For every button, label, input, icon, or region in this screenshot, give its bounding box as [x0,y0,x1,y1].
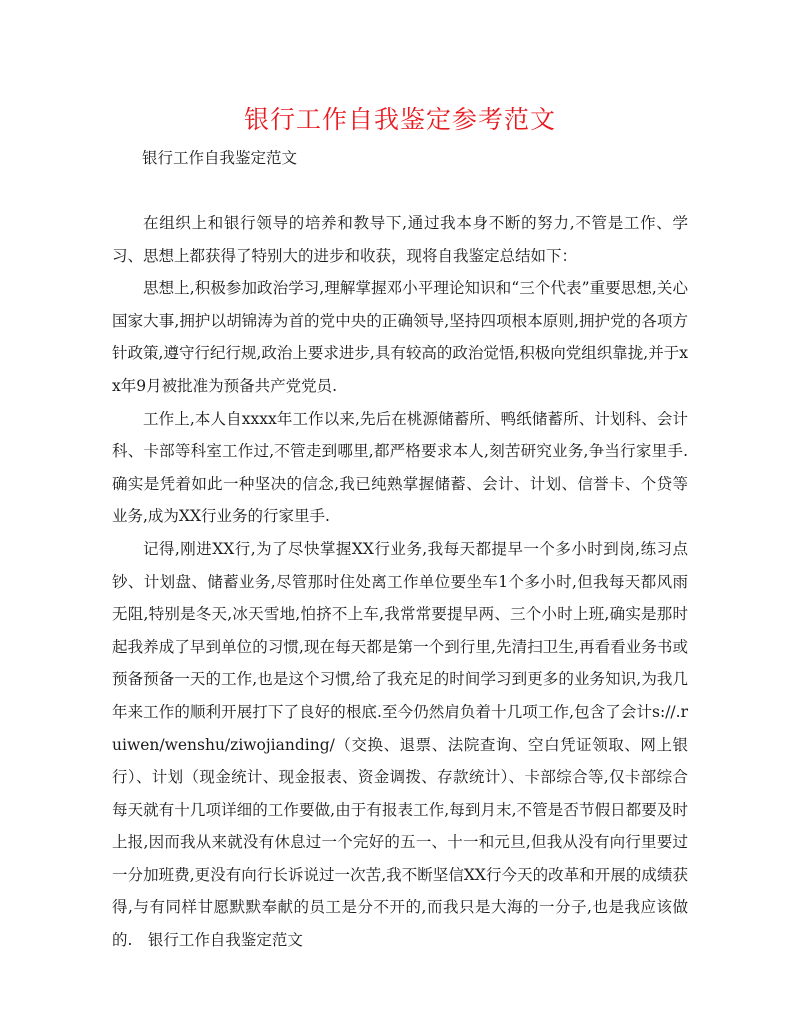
body-paragraph: 工作上,本人自xxxx年工作以来,先后在桃源储蓄所、鸭纸储蓄所、计划科、会计科、卡部等科室工作过,不管走到哪里,都严格要求本人,刻苦研究业务,争当行家里手.确实是凭着如此一种坚决的信念,我已纯熟掌握储蓄、会计、计划、信誉卡、个贷等业务,成为XX行业务的行家里手. [112,409,688,526]
body-paragraph: 在组织上和银行领导的培养和教导下,通过我本身不断的努力,不管是工作、学习、思想上都获得了特别大的进步和收获，现将自我鉴定总结如下： [112,214,688,265]
document-title: 银行工作自我鉴定参考范文 [243,105,556,134]
body-paragraph: 记得,刚进XX行,为了尽快掌握XX行业务,我每天都提早一个多小时到岗,练习点钞、计划盘、储蓄业务,尽管那时住处离工作单位要坐车1个多小时,但我每天都风雨无阻,特别是冬天,冰天雪地,怕挤不上车,我常常要提早两、三个小时上班,确实是那时起我养成了早到单位的习惯,现在每天都是第一个到行里,先清扫卫生,再看看业务书或预备预备一天的工作,也是这个习惯,给了我充足的时间学习到更多的业务知识,为我几年来工作的顺利开展打下了良好的根底.至今仍然肩负着十几项工作,包含了会计s://.ruiwen/wenshu/ziwojianding/（交换、退票、法院查询、空白凭证领取、网上银行）、计划（现金统计、现金报表、资金调拨、存款统计）、卡部综合等,仅卡部综合每天就有十几项详细的工作要做,由于有报表工作,每到月末,不管是否节假日都要及时上报,因而我从来就没有休息过一个完好的五一、十一和元旦,但我从没有向行里要过一分加班费,更没有向行长诉说过一次苦,我不断坚信XX行今天的改革和开展的成绩获得,与有同样甘愿默默奉献的员工是分不开的,而我只是大海的一分子,也是我应该做的. 银行工作自我鉴定范文 [112,539,688,950]
body-paragraph: 思想上,积极参加政治学习,理解掌握邓小平理论知识和“三个代表”重要思想,关心国家大事,拥护以胡锦涛为首的党中央的正确领导,坚持四项根本原则,拥护党的各项方针政策,遵守行纪行规,政治上要求进步,具有较高的政治觉悟,积极向党组织靠拢,并于xx年9月被批准为预备共产党党员. [112,279,688,395]
document-subtitle: 银行工作自我鉴定范文 [142,149,298,167]
document-body [112,207,688,957]
